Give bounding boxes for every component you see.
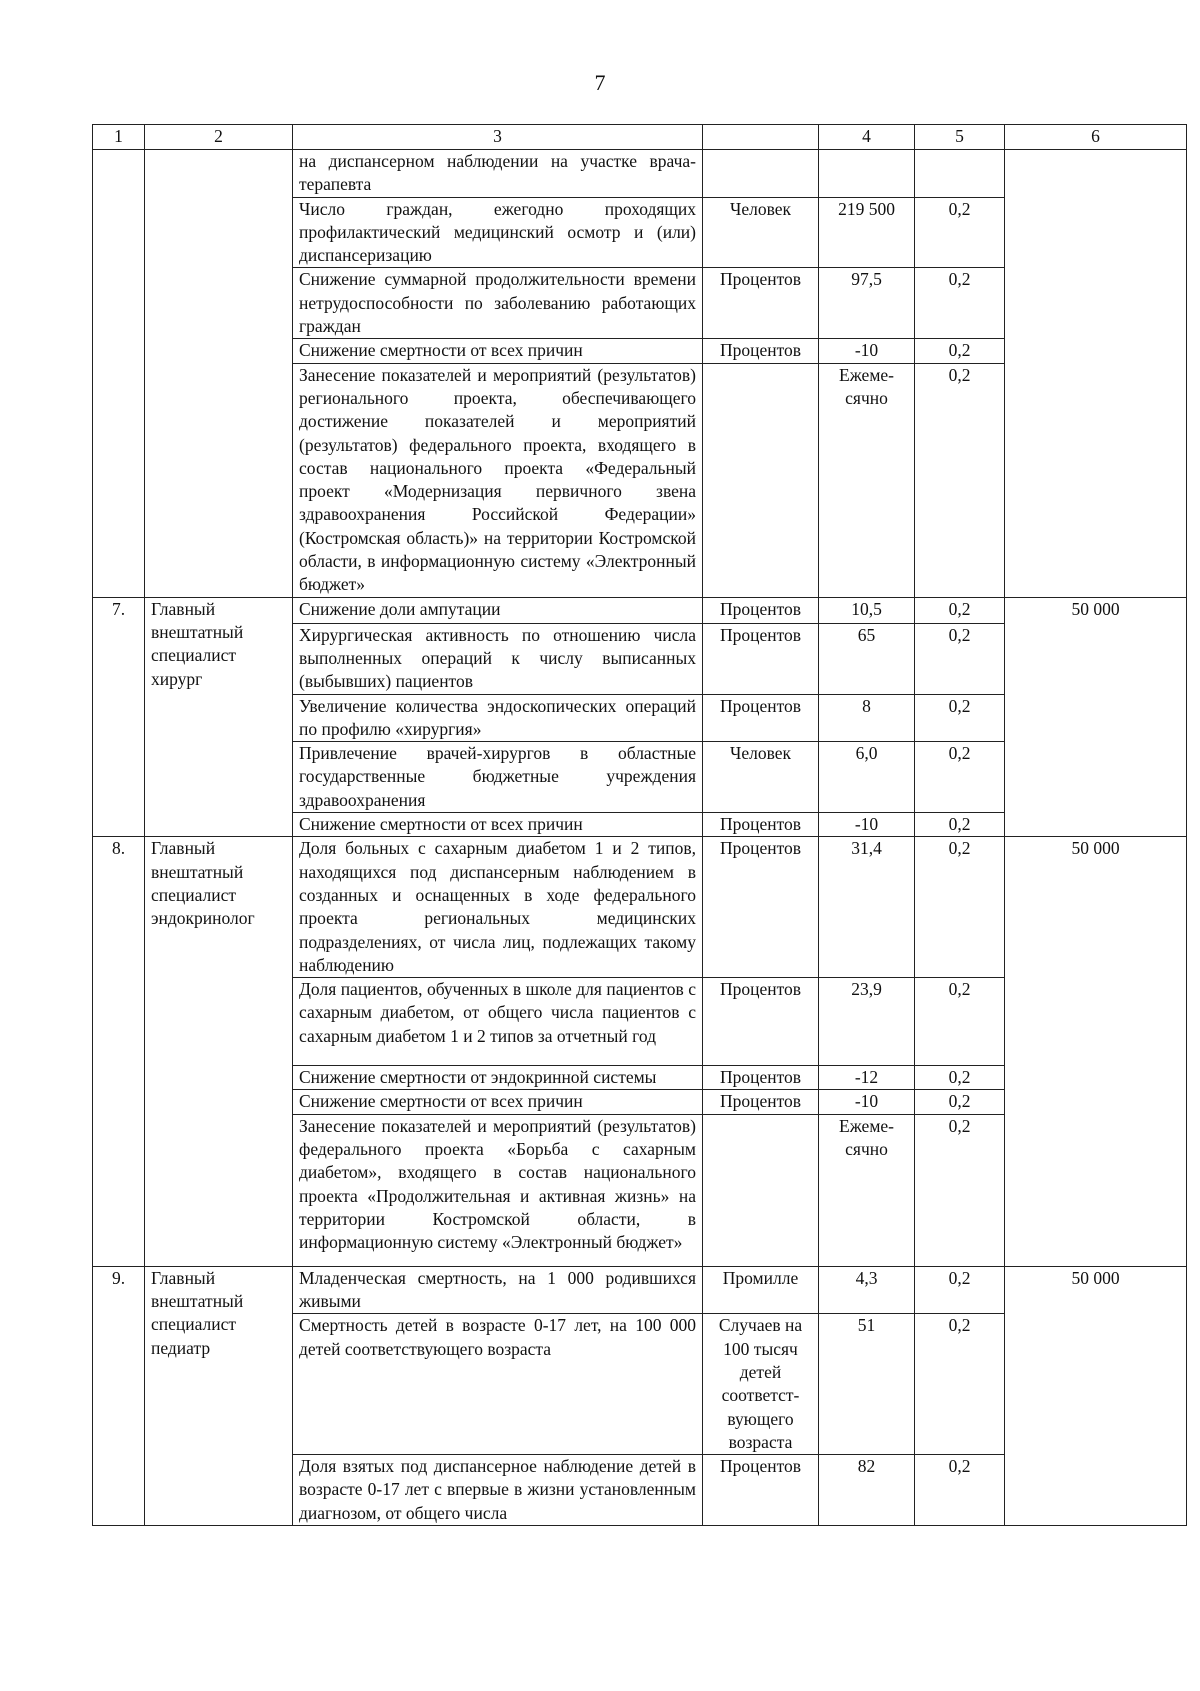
weight-cell: 0,2 (915, 197, 1005, 268)
weight-cell (915, 150, 1005, 198)
value-cell: 97,5 (819, 268, 915, 339)
value-cell: 51 (819, 1314, 915, 1455)
unit-cell (703, 363, 819, 597)
indicator-cell: Доля больных с сахарным диабетом 1 и 2 типов, находящихся под диспансерным наблюдением в созданных и оснащенных в ходе федерального проекта региональных медицинских подразделениях, от числа лиц, подлежащих такому наблюдению (293, 837, 703, 978)
row-number-cell: 8. (93, 837, 145, 1266)
indicator-cell: Младенческая смертность, на 1 000 родившихся живыми (293, 1266, 703, 1314)
header-cell (703, 125, 819, 150)
weight-cell: 0,2 (915, 623, 1005, 694)
value-cell: -10 (819, 339, 915, 363)
weight-cell: 0,2 (915, 1266, 1005, 1314)
unit-cell: Процентов (703, 597, 819, 623)
value-cell: Ежеме-сячно (819, 363, 915, 597)
amount-cell: 50 000 (1005, 597, 1187, 837)
header-cell: 4 (819, 125, 915, 150)
indicator-cell: Снижение смертности от всех причин (293, 813, 703, 837)
weight-cell: 0,2 (915, 1114, 1005, 1266)
value-cell: 6,0 (819, 742, 915, 813)
value-cell: -10 (819, 813, 915, 837)
unit-cell: Промилле (703, 1266, 819, 1314)
indicator-cell: Занесение показателей и мероприятий (результатов) регионального проекта, обеспечивающего достижение показателей и мероприятий (результатов) федерального проекта, входящего в состав национального проекта «Федеральный проект «Модернизация первичного звена здравоохранения Российской Федерации» (Костромская область)» на территории Костромской области, в информационную систему «Электронный бюджет» (293, 363, 703, 597)
unit-cell (703, 1114, 819, 1266)
row-number-cell: 7. (93, 597, 145, 837)
header-cell: 3 (293, 125, 703, 150)
row-number-cell: 9. (93, 1266, 145, 1525)
unit-cell: Процентов (703, 1066, 819, 1090)
value-cell: 82 (819, 1455, 915, 1526)
indicator-cell: Снижение смертности от эндокринной системы (293, 1066, 703, 1090)
indicator-cell: Хирургическая активность по отношению числа выполненных операций к числу выписанных (выбывших) пациентов (293, 623, 703, 694)
unit-cell: Процентов (703, 268, 819, 339)
weight-cell: 0,2 (915, 597, 1005, 623)
unit-cell: Процентов (703, 978, 819, 1066)
weight-cell: 0,2 (915, 1090, 1005, 1114)
value-cell: Ежеме-сячно (819, 1114, 915, 1266)
indicator-cell: Число граждан, ежегодно проходящих профилактический медицинский осмотр и (или) диспансеризацию (293, 197, 703, 268)
table-row (93, 597, 1187, 623)
value-cell: -10 (819, 1090, 915, 1114)
indicator-cell: Занесение показателей и мероприятий (результатов) федерального проекта «Борьба с сахарным диабетом», входящего в состав национального проекта «Продолжительная и активная жизнь» на территории Костромской области, в информационную систему «Электронный бюджет» (293, 1114, 703, 1266)
value-cell: 65 (819, 623, 915, 694)
weight-cell: 0,2 (915, 837, 1005, 978)
unit-cell: Процентов (703, 1455, 819, 1526)
unit-cell: Процентов (703, 694, 819, 742)
indicator-cell: Снижение доли ампутации (293, 597, 703, 623)
indicator-cell: Снижение суммарной продолжительности времени нетрудоспособности по заболеванию работающих граждан (293, 268, 703, 339)
unit-cell: Процентов (703, 813, 819, 837)
indicator-cell: Смертность детей в возрасте 0-17 лет, на 100 000 детей соответствующего возраста (293, 1314, 703, 1455)
specialist-cell (145, 150, 293, 598)
value-cell: 4,3 (819, 1266, 915, 1314)
table-row (93, 1266, 1187, 1314)
value-cell: 8 (819, 694, 915, 742)
weight-cell: 0,2 (915, 813, 1005, 837)
indicator-cell: Доля пациентов, обученных в школе для пациентов с сахарным диабетом, от общего числа пациентов с сахарным диабетом 1 и 2 типов за отчетный год (293, 978, 703, 1066)
unit-cell: Человек (703, 742, 819, 813)
value-cell (819, 150, 915, 198)
amount-cell: 50 000 (1005, 837, 1187, 1266)
page-number: 7 (594, 70, 606, 95)
amount-cell (1005, 150, 1187, 598)
unit-cell: Процентов (703, 1090, 819, 1114)
unit-cell (703, 150, 819, 198)
indicator-cell: на диспансерном наблюдении на участке врача-терапевта (293, 150, 703, 198)
value-cell: 219 500 (819, 197, 915, 268)
unit-cell: Процентов (703, 837, 819, 978)
weight-cell: 0,2 (915, 1314, 1005, 1455)
table-row (93, 837, 1187, 978)
specialist-cell: Главный внештатный специалист педиатр (145, 1266, 293, 1525)
row-number-cell (93, 150, 145, 598)
indicators-table (92, 124, 1187, 1526)
header-cell: 2 (145, 125, 293, 150)
value-cell: 31,4 (819, 837, 915, 978)
indicator-cell: Доля взятых под диспансерное наблюдение детей в возрасте 0-17 лет с впервые в жизни установленным диагнозом, от общего числа (293, 1455, 703, 1526)
header-cell: 5 (915, 125, 1005, 150)
indicator-cell: Увеличение количества эндоскопических операций по профилю «хирургия» (293, 694, 703, 742)
weight-cell: 0,2 (915, 268, 1005, 339)
indicator-cell: Снижение смертности от всех причин (293, 339, 703, 363)
unit-cell: Человек (703, 197, 819, 268)
specialist-cell: Главный внештатный специалист хирург (145, 597, 293, 837)
header-cell: 6 (1005, 125, 1187, 150)
weight-cell: 0,2 (915, 694, 1005, 742)
table-row (93, 150, 1187, 198)
value-cell: -12 (819, 1066, 915, 1090)
amount-cell: 50 000 (1005, 1266, 1187, 1525)
weight-cell: 0,2 (915, 1455, 1005, 1526)
weight-cell: 0,2 (915, 339, 1005, 363)
indicator-cell: Снижение смертности от всех причин (293, 1090, 703, 1114)
weight-cell: 0,2 (915, 1066, 1005, 1090)
unit-cell: Процентов (703, 623, 819, 694)
weight-cell: 0,2 (915, 363, 1005, 597)
unit-cell: Процентов (703, 339, 819, 363)
value-cell: 10,5 (819, 597, 915, 623)
header-cell: 1 (93, 125, 145, 150)
weight-cell: 0,2 (915, 978, 1005, 1066)
table-header-row (93, 125, 1187, 150)
unit-cell: Случаев на 100 тысяч детей соответст-вующего возраста (703, 1314, 819, 1455)
indicator-cell: Привлечение врачей-хирургов в областные государственные бюджетные учреждения здравоохранения (293, 742, 703, 813)
specialist-cell: Главный внештатный специалист эндокринолог (145, 837, 293, 1266)
value-cell: 23,9 (819, 978, 915, 1066)
weight-cell: 0,2 (915, 742, 1005, 813)
